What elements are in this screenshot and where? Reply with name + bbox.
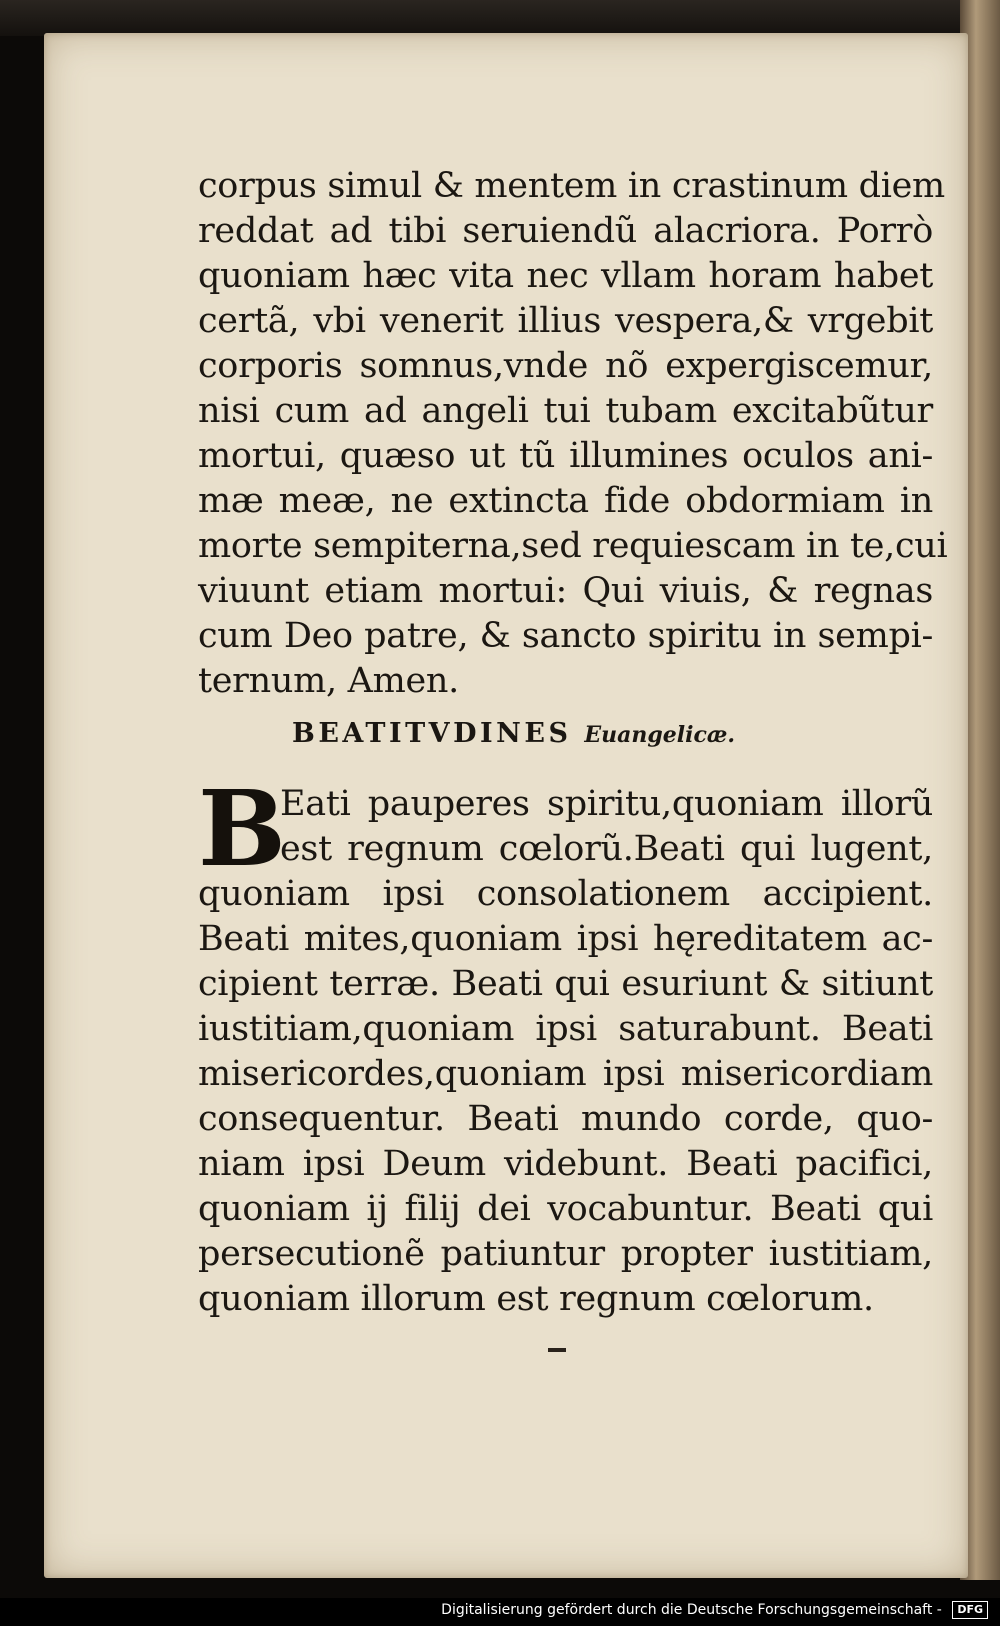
text-line: corporis somnus,vnde nõ expergiscemur, bbox=[198, 346, 933, 386]
text-line: corpus simul & mentem in crastinum diem bbox=[198, 166, 945, 206]
text-line: quoniam illorum est regnum cœlorum. bbox=[198, 1279, 874, 1319]
section-heading bbox=[292, 718, 812, 749]
text-line: morte sempiterna,sed requiescam in te,cui bbox=[198, 526, 948, 566]
drop-cap: B bbox=[198, 767, 286, 890]
text-line: Beati mites,quoniam ipsi hęreditatem ac- bbox=[198, 919, 933, 959]
credit-text: Digitalisierung gefördert durch die Deutsche Forschungsgemeinschaft - bbox=[441, 1602, 942, 1618]
text-line: reddat ad tibi seruiendũ alacriora. Porrò bbox=[198, 211, 933, 251]
text-line: Eati pauperes spiritu,quoniam illorũ bbox=[280, 784, 933, 824]
footer-credit bbox=[441, 1601, 988, 1619]
text-line: quoniam hæc vita nec vllam horam habet bbox=[198, 256, 933, 296]
text-line: niam ipsi Deum videbunt. Beati pacifici, bbox=[198, 1144, 933, 1184]
beatitudes-section bbox=[198, 767, 933, 1322]
text-line: mæ meæ, ne extincta fide obdormiam in bbox=[198, 481, 933, 521]
text-line: cipient terræ. Beati qui esuriunt & sitiunt bbox=[198, 964, 933, 1004]
text-line: persecutionẽ patiuntur propter iustitiam, bbox=[198, 1234, 933, 1274]
paragraph-prayer bbox=[198, 164, 948, 704]
text-line: misericordes,quoniam ipsi misericordiam bbox=[198, 1054, 933, 1094]
text-line: certã, vbi venerit illius vespera,& vrgebit bbox=[198, 301, 933, 341]
text-line: consequentur. Beati mundo corde, quo- bbox=[198, 1099, 933, 1139]
text-line: est regnum cœlorũ.Beati qui lugent, bbox=[280, 829, 933, 869]
text-line: mortui, quæso ut tũ illumines oculos ani- bbox=[198, 436, 933, 476]
heading-main: BEATITVDINES bbox=[292, 718, 572, 749]
text-line: viuunt etiam mortui: Qui viuis, & regnas bbox=[198, 571, 933, 611]
text-line: quoniam ipsi consolationem accipient. bbox=[198, 874, 933, 914]
text-line: iustitiam,quoniam ipsi saturabunt. Beati bbox=[198, 1009, 933, 1049]
scan-background-top bbox=[0, 0, 1000, 36]
dfg-logo: DFG bbox=[952, 1601, 988, 1619]
heading-sub: Euangelicæ. bbox=[584, 722, 736, 748]
text-line: nisi cum ad angeli tui tubam excitabũtur bbox=[198, 391, 933, 431]
text-line: quoniam ij filij dei vocabuntur. Beati qui bbox=[198, 1189, 933, 1229]
catchword-mark bbox=[548, 1348, 566, 1352]
text-line: cum Deo patre, & sancto spiritu in sempi- bbox=[198, 616, 933, 656]
text-line: ternum, Amen. bbox=[198, 661, 459, 701]
